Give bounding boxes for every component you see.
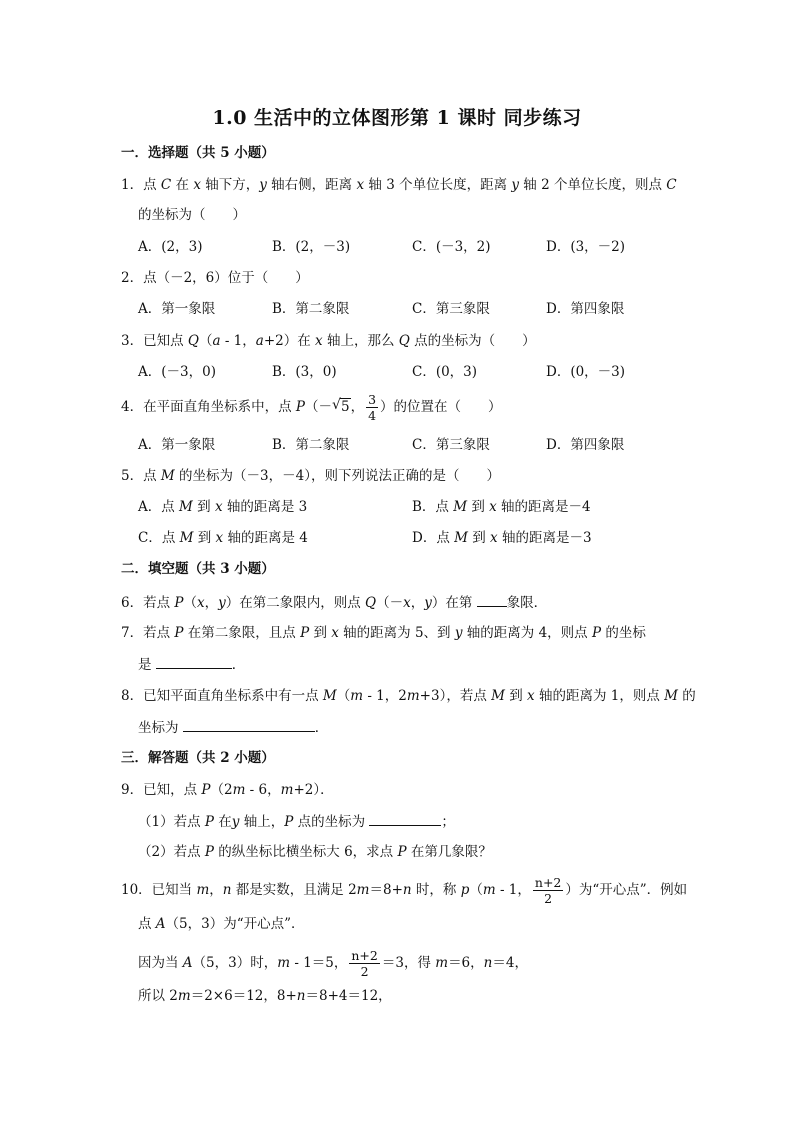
question-3-stem: 3．已知点 Q（a - 1，a+2）在 x 轴上，那么 Q 点的坐标为（ ） — [121, 333, 536, 349]
q1-option-d[interactable]: D．(3，－2) — [546, 239, 626, 255]
q1-option-b[interactable]: B．(2，－3) — [272, 239, 351, 255]
answer-blank[interactable] — [156, 654, 232, 669]
q3-option-b[interactable]: B．(3，0) — [272, 364, 337, 380]
question-9-part-1: （1）若点 P 在y 轴上，P 点的坐标为 ； — [138, 811, 455, 832]
q4-option-a[interactable]: A．第一象限 — [138, 437, 216, 453]
question-6-stem: 6．若点 P（x，y）在第二象限内，则点 Q（－x，y）在第 象限． — [121, 592, 547, 613]
q5-option-d[interactable]: D．点 M 到 x 轴的距离是－3 — [412, 530, 592, 546]
q2-option-b[interactable]: B．第二象限 — [272, 301, 350, 317]
question-8-stem-cont: 坐标为 ． — [138, 717, 328, 738]
q3-option-c[interactable]: C．(0，3) — [412, 364, 478, 380]
q5-option-a[interactable]: A．点 M 到 x 轴的距离是 3 — [138, 499, 308, 515]
question-4-stem: 4．在平面直角坐标系中，点 P（－ √ 5， $\frac{3}{4}$ ）的位置在（ ） — [121, 392, 502, 423]
fraction: $\frac{n+2}{2}$ — [351, 948, 378, 979]
question-9-part-2: （2）若点 P 的纵坐标比横坐标大 6，求点 P 在第几象限？ — [138, 844, 492, 860]
question-10-line-4: 所以 2m＝2×6＝12，8+n＝8+4＝12， — [138, 988, 392, 1004]
q4-option-d[interactable]: D．第四象限 — [546, 437, 625, 453]
q2-option-c[interactable]: C．第三象限 — [412, 301, 490, 317]
question-7-stem-cont: 是 ． — [138, 654, 245, 675]
q1-option-c[interactable]: C．(－3，2) — [412, 239, 491, 255]
q3-option-a[interactable]: A．(－3，0) — [138, 364, 216, 380]
question-2-stem: 2．点（－2，6）位于（ ） — [121, 270, 309, 286]
question-7-stem: 7．若点 P 在第二象限，且点 P 到 x 轴的距离为 5、到 y 轴的距离为 4，则点 P 的坐标 — [121, 625, 646, 641]
answer-blank[interactable] — [477, 592, 507, 607]
square-root: √ 5 — [331, 397, 350, 415]
q5-option-b[interactable]: B．点 M 到 x 轴的距离是－4 — [412, 499, 591, 515]
fraction: $\frac{3}{4}$ — [368, 392, 377, 423]
section-heading-choice: 一．选择题（共 5 小题） — [121, 145, 275, 161]
q2-option-d[interactable]: D．第四象限 — [546, 301, 625, 317]
question-10-line-2: 点 A（5，3）为“开心点”． — [138, 916, 305, 932]
question-1-stem: 1．点 C 在 x 轴下方，y 轴右侧，距离 x 轴 3 个单位长度，距离 y 轴 2 个单位长度，则点 C — [121, 177, 677, 193]
q2-option-a[interactable]: A．第一象限 — [138, 301, 216, 317]
q1-option-a[interactable]: A．(2，3) — [138, 239, 203, 255]
section-heading-solve: 三．解答题（共 2 小题） — [121, 750, 275, 766]
page-title: 1.0 生活中的立体图形第 1 课时 同步练习 — [212, 107, 582, 129]
fraction: $\frac{n+2}{2}$ — [534, 875, 562, 906]
question-10-line-3: 因为当 A（5，3）时，m - 1＝5， $\frac{n+2}{2}$ ＝3，得 m＝6，n＝4， — [138, 948, 528, 979]
question-8-stem: 8．已知平面直角坐标系中有一点 M（m - 1，2m+3），若点 M 到 x 轴的距离为 1，则点 M 的 — [121, 688, 696, 704]
question-5-stem: 5．点 M 的坐标为（－3，－4），则下列说法正确的是（ ） — [121, 468, 500, 484]
answer-blank[interactable] — [369, 811, 441, 826]
q4-option-b[interactable]: B．第二象限 — [272, 437, 350, 453]
answer-blank[interactable] — [183, 717, 315, 732]
q3-option-d[interactable]: D．(0，－3) — [546, 364, 626, 380]
q4-option-c[interactable]: C．第三象限 — [412, 437, 490, 453]
question-1-stem-cont: 的坐标为（ ） — [138, 207, 246, 223]
q5-option-c[interactable]: C．点 M 到 x 轴的距离是 4 — [138, 530, 308, 546]
question-10-stem: 10．已知当 m，n 都是实数，且满足 2m＝8+n 时，称 p（m - 1， $\frac{n+2}{2}$ ）为“开心点”．例如 — [121, 875, 688, 906]
question-9-stem: 9．已知，点 P（2m - 6，m+2）． — [121, 782, 334, 798]
section-heading-fill: 二．填空题（共 3 小题） — [121, 561, 275, 577]
